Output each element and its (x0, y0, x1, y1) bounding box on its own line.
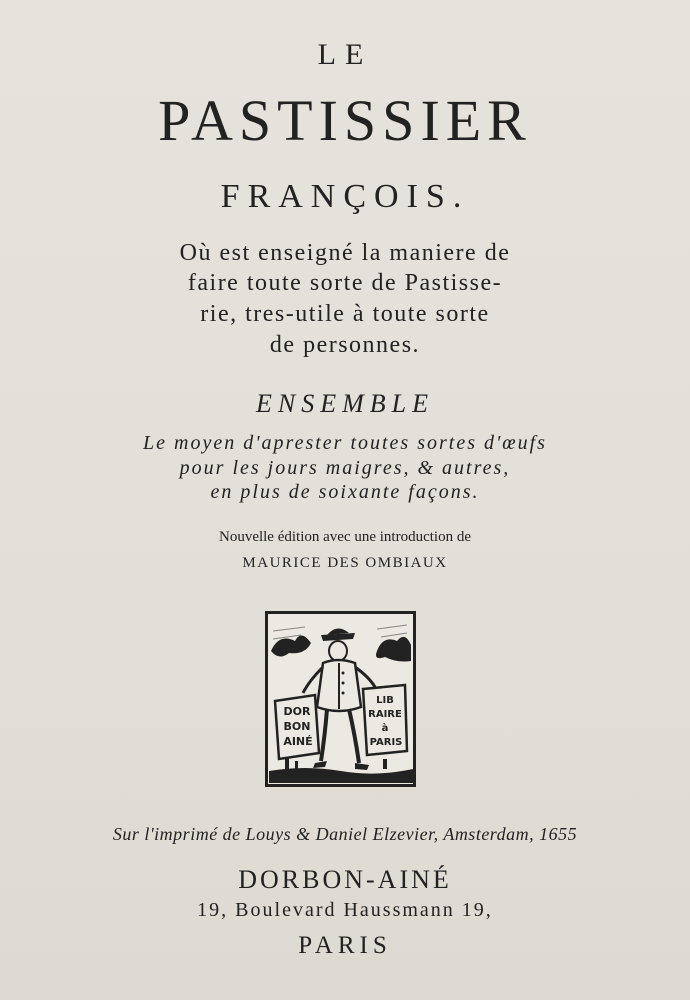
woodcut-left-sign-line-2: BON (283, 720, 311, 733)
italic-line-3: en plus de soixante façons. (210, 481, 480, 503)
title-main: PASTISSIER (158, 88, 532, 153)
italic-line-2: pour les jours maigres, & autres, (179, 457, 511, 479)
subtitle-line-4: de personnes. (269, 332, 421, 358)
title-le: LE (317, 38, 373, 71)
publisher-city: PARIS (298, 932, 392, 959)
woodcut-right-sign-line-2: RAIRE (368, 709, 402, 720)
subtitle-line-3: rie, tres-utile à toute sorte (200, 301, 490, 327)
publisher-address: 19, Boulevard Haussmann 19, (197, 899, 493, 921)
woodcut-left-sign-line-3: AINÉ (283, 735, 313, 748)
woodcut-right-sign-line-4: PARIS (369, 737, 403, 748)
subtitle-line-1: Où est enseigné la maniere de (179, 240, 511, 266)
publisher-name: DORBON-AINÉ (238, 865, 452, 894)
woodcut-right-sign-line-3: à (381, 723, 389, 734)
woodcut-right-sign-line-1: LIB (376, 695, 394, 706)
ensemble-heading: ENSEMBLE (256, 389, 434, 418)
woodcut-left-sign-line-1: DOR (283, 705, 311, 718)
subtitle-line-2: faire toute sorte de Pastisse- (187, 270, 503, 296)
woodcut-printer-mark (265, 611, 416, 787)
italic-line-1: Le moyen d'aprester toutes sortes d'œufs (143, 432, 547, 454)
edition-note: Nouvelle édition avec une introduction de (218, 529, 471, 545)
author-name: MAURICE DES OMBIAUX (242, 555, 448, 571)
imprint-source: Sur l'imprimé de Louys & Daniel Elzevier, Amsterdam, 1655 (112, 824, 578, 844)
title-sub: FRANÇOIS. (220, 178, 470, 215)
